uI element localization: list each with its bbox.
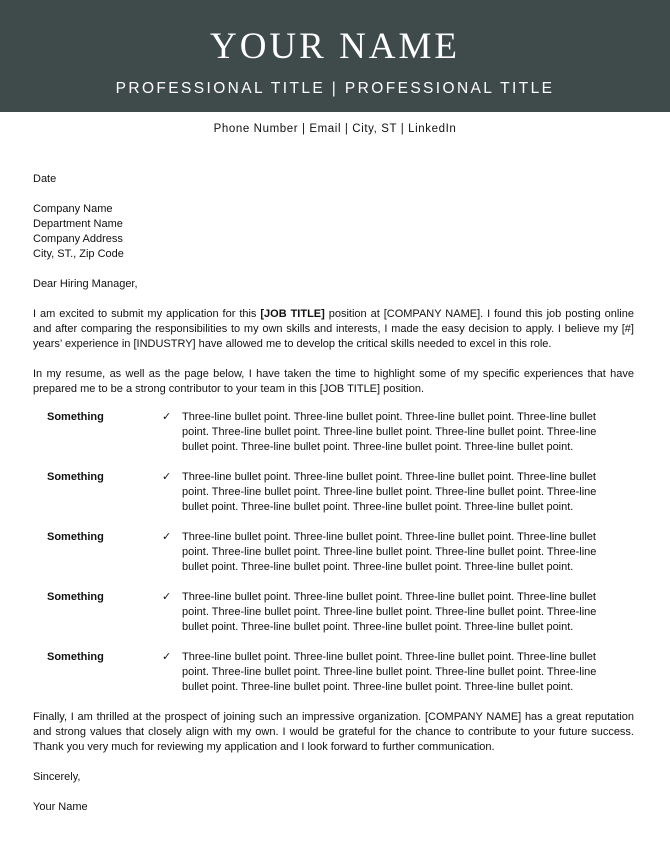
address-city: City, ST., Zip Code [33, 248, 124, 260]
intro-text-start: I am excited to submit my application for this [33, 308, 261, 320]
bullet-text: Three-line bullet point. Three-line bullet point. Three-line bullet point. Three-line bullet point. Three-line bullet point. Three-line bullet point. Three-line bullet point. Three-line bullet point. Three-line bullet point. Three-line bullet point. Three-line bullet point. [182, 471, 597, 513]
header-banner [0, 0, 670, 112]
letter-body [33, 172, 634, 815]
intro-paragraph [33, 307, 634, 352]
applicant-name: YOUR NAME [209, 26, 461, 67]
bullet-text: Three-line bullet point. Three-line bullet point. Three-line bullet point. Three-line bullet point. Three-line bullet point. Three-line bullet point. Three-line bullet point. Three-line bullet point. Three-line bullet point. Three-line bullet point. Three-line bullet point. [182, 411, 597, 453]
letter-date: Date [33, 173, 57, 185]
bullet-label: Something [47, 651, 104, 663]
bullet-text: Three-line bullet point. Three-line bullet point. Three-line bullet point. Three-line bullet point. Three-line bullet point. Three-line bullet point. Three-line bullet point. Three-line bullet point. Three-line bullet point. Three-line bullet point. Three-line bullet point. [182, 531, 597, 573]
address-department: Department Name [33, 218, 123, 230]
salutation: Dear Hiring Manager, [33, 278, 138, 290]
checkmark-icon: ✓ [162, 471, 172, 483]
bullet-label: Something [47, 591, 104, 603]
bullet-item [33, 650, 634, 695]
bullet-list [33, 410, 634, 695]
intro-text-end: position at [COMPANY NAME]. I found this job posting online and after comparing the responsibilities to my own skills and interests, I made the easy decision to apply. I believe my [#] years’ experience in [INDUSTRY] have allowed me to develop the critical skills needed to excel in this role. [33, 308, 634, 350]
bullet-label: Something [47, 471, 104, 483]
bullet-item [33, 590, 634, 635]
bullet-item [33, 410, 634, 455]
bullet-label: Something [47, 531, 104, 543]
address-company: Company Name [33, 203, 113, 215]
closing-paragraph: Finally, I am thrilled at the prospect of joining such an impressive organization. [COMPANY NAME] has a great reputation and strong values that closely align with my own. I would be grateful for the chance to contribute to your future success. Thank you very much for reviewing my application and I look forward to further communication. [33, 711, 634, 753]
checkmark-icon: ✓ [162, 531, 172, 543]
bullet-text: Three-line bullet point. Three-line bullet point. Three-line bullet point. Three-line bullet point. Three-line bullet point. Three-line bullet point. Three-line bullet point. Three-line bullet point. Three-line bullet point. Three-line bullet point. Three-line bullet point. [182, 651, 597, 693]
checkmark-icon: ✓ [162, 591, 172, 603]
experience-paragraph: In my resume, as well as the page below, I have taken the time to highlight some of my specific experiences that have prepared me to be a strong contributor to your team in this [JOB TITLE] position. [33, 368, 634, 395]
bullet-item [33, 470, 634, 515]
signature-name: Your Name [33, 801, 88, 813]
checkmark-icon: ✓ [162, 411, 172, 423]
professional-title: PROFESSIONAL TITLE | PROFESSIONAL TITLE [115, 80, 555, 97]
bullet-text: Three-line bullet point. Three-line bullet point. Three-line bullet point. Three-line bullet point. Three-line bullet point. Three-line bullet point. Three-line bullet point. Three-line bullet point. Three-line bullet point. Three-line bullet point. Three-line bullet point. [182, 591, 597, 633]
intro-job-title: [JOB TITLE] [260, 308, 325, 320]
address-street: Company Address [33, 233, 123, 245]
bullet-item [33, 530, 634, 575]
signoff: Sincerely, [33, 771, 81, 783]
bullet-label: Something [47, 411, 104, 423]
checkmark-icon: ✓ [162, 651, 172, 663]
contact-line: Phone Number | Email | City, ST | LinkedIn [213, 123, 457, 135]
